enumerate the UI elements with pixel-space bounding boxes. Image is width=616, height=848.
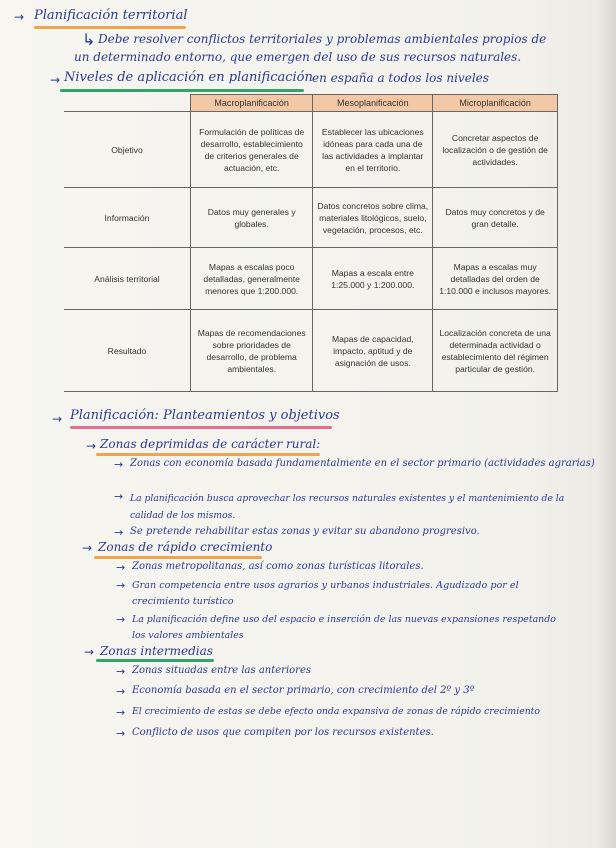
bullet-arrow-icon: → — [14, 10, 25, 24]
zone-item: La planificación busca aprovechar los recursos naturales existentes y el mantenimiento de la calidad de los mismos. — [130, 493, 565, 521]
bullet-arrow-icon: → — [52, 412, 63, 426]
table-cell: Mapas a escala entre 1:25.000 y 1:200.000. — [313, 248, 433, 310]
table-row — [64, 188, 558, 248]
zone-item: La planificación define uso del espacio e inserción de las nuevas expansiones respetando los valores ambientales — [132, 614, 556, 641]
column-header: Microplanificación — [433, 95, 558, 112]
intro-line-2: un determinado entorno, que emergen del uso de sus recursos naturales. — [74, 50, 522, 64]
table-row — [64, 310, 558, 392]
table-cell: Mapas de capacidad, impacto, aptitud y de asignación de usos. — [313, 310, 433, 392]
item-arrow-icon: → — [116, 685, 126, 698]
item-arrow-icon: → — [116, 727, 126, 740]
planning-levels-table — [64, 94, 558, 392]
bullet-arrow-icon: → — [82, 541, 93, 555]
table-cell: Formulación de políticas de desarrollo, establecimiento de criterios generales de actuación, etc. — [191, 112, 313, 188]
zone-title: Zonas deprimidas de carácter rural: — [100, 437, 321, 451]
item-arrow-icon: → — [114, 526, 124, 539]
table-row — [64, 248, 558, 310]
zone-underline — [96, 659, 214, 662]
bullet-arrow-icon: → — [86, 439, 97, 453]
table-corner — [64, 95, 191, 112]
column-header: Macroplanificación — [191, 95, 313, 112]
zone-item: Zonas situadas entre las anteriores — [132, 665, 311, 676]
table-row — [64, 112, 558, 188]
intro-line-1: Debe resolver conflictos territoriales y problemas ambientales propios de — [98, 32, 547, 46]
heading-planteamientos: Planificación: Planteamientos y objetivos — [70, 408, 340, 423]
table-cell: Mapas de recomendaciones sobre prioridades de desarrollo, de problema ambientales. — [191, 310, 313, 392]
row-header: Análisis territorial — [64, 248, 191, 310]
heading-niveles: Niveles de aplicación en planificación — [64, 70, 313, 85]
column-header: Mesoplanificación — [313, 95, 433, 112]
item-arrow-icon: → — [114, 458, 124, 471]
zone-item: El crecimiento de estas se debe efecto onda expansiva de zonas de rápido crecimiento — [132, 706, 541, 717]
zone-title: Zonas intermedias — [100, 644, 213, 658]
zone-item: Conflicto de usos que compiten por los recursos existentes. — [132, 727, 434, 738]
table-cell: Datos muy generales y globales. — [191, 188, 313, 248]
zone-item: Zonas metropolitanas, así como zonas turísticas litorales. — [132, 561, 424, 572]
heading-planificacion-territorial: Planificación territorial — [34, 8, 188, 23]
zone-item: Zonas con economía basada fundamentalmente en el sector primario (actividades agrarias) — [130, 458, 595, 469]
heading-underline — [60, 89, 304, 92]
item-arrow-icon: → — [114, 490, 124, 503]
row-header: Resultado — [64, 310, 191, 392]
heading-underline — [70, 426, 332, 429]
row-header: Información — [64, 188, 191, 248]
table-cell: Mapas a escalas muy detalladas del orden de 1:10.000 e inclusos mayores. — [433, 248, 558, 310]
zone-item: Se pretende rehabilitar estas zonas y evitar su abandono progresivo. — [130, 526, 480, 537]
zone-underline — [96, 453, 320, 456]
sub-arrow-icon: ↳ — [82, 30, 96, 49]
row-header: Objetivo — [64, 112, 191, 188]
item-arrow-icon: → — [116, 706, 126, 719]
heading-niveles-note: en españa a todos los niveles — [312, 71, 489, 85]
page-edge-shadow — [598, 0, 616, 848]
item-arrow-icon: → — [116, 613, 126, 626]
table-cell: Datos muy concretos y de gran detalle. — [433, 188, 558, 248]
table-cell: Concretar aspectos de localización o de gestión de actividades. — [433, 112, 558, 188]
zone-item: Gran competencia entre usos agrarios y urbanos industriales. Agudizado por el crecimiento turístico — [132, 580, 519, 607]
bullet-arrow-icon: → — [84, 645, 95, 659]
table-cell: Localización concreta de una determinada actividad o establecimiento del régimen particular de gestión. — [433, 310, 558, 392]
table-cell: Mapas a escalas poco detalladas, generalmente menores que 1:200.000. — [191, 248, 313, 310]
item-arrow-icon: → — [116, 579, 126, 592]
bullet-arrow-icon: → — [50, 73, 61, 87]
table-cell: Establecer las ubicaciones idóneas para cada una de las actividades a implantar en el territorio. — [313, 112, 433, 188]
zone-title: Zonas de rápido crecimiento — [98, 540, 273, 554]
table-cell: Datos concretos sobre clima, materiales litológicos, suelo, vegetación, procesos, etc. — [313, 188, 433, 248]
heading-underline — [34, 26, 186, 29]
zone-underline — [94, 556, 262, 559]
zone-item: Economía basada en el sector primario, con crecimiento del 2º y 3º — [132, 685, 475, 696]
item-arrow-icon: → — [116, 561, 126, 574]
item-arrow-icon: → — [116, 665, 126, 678]
